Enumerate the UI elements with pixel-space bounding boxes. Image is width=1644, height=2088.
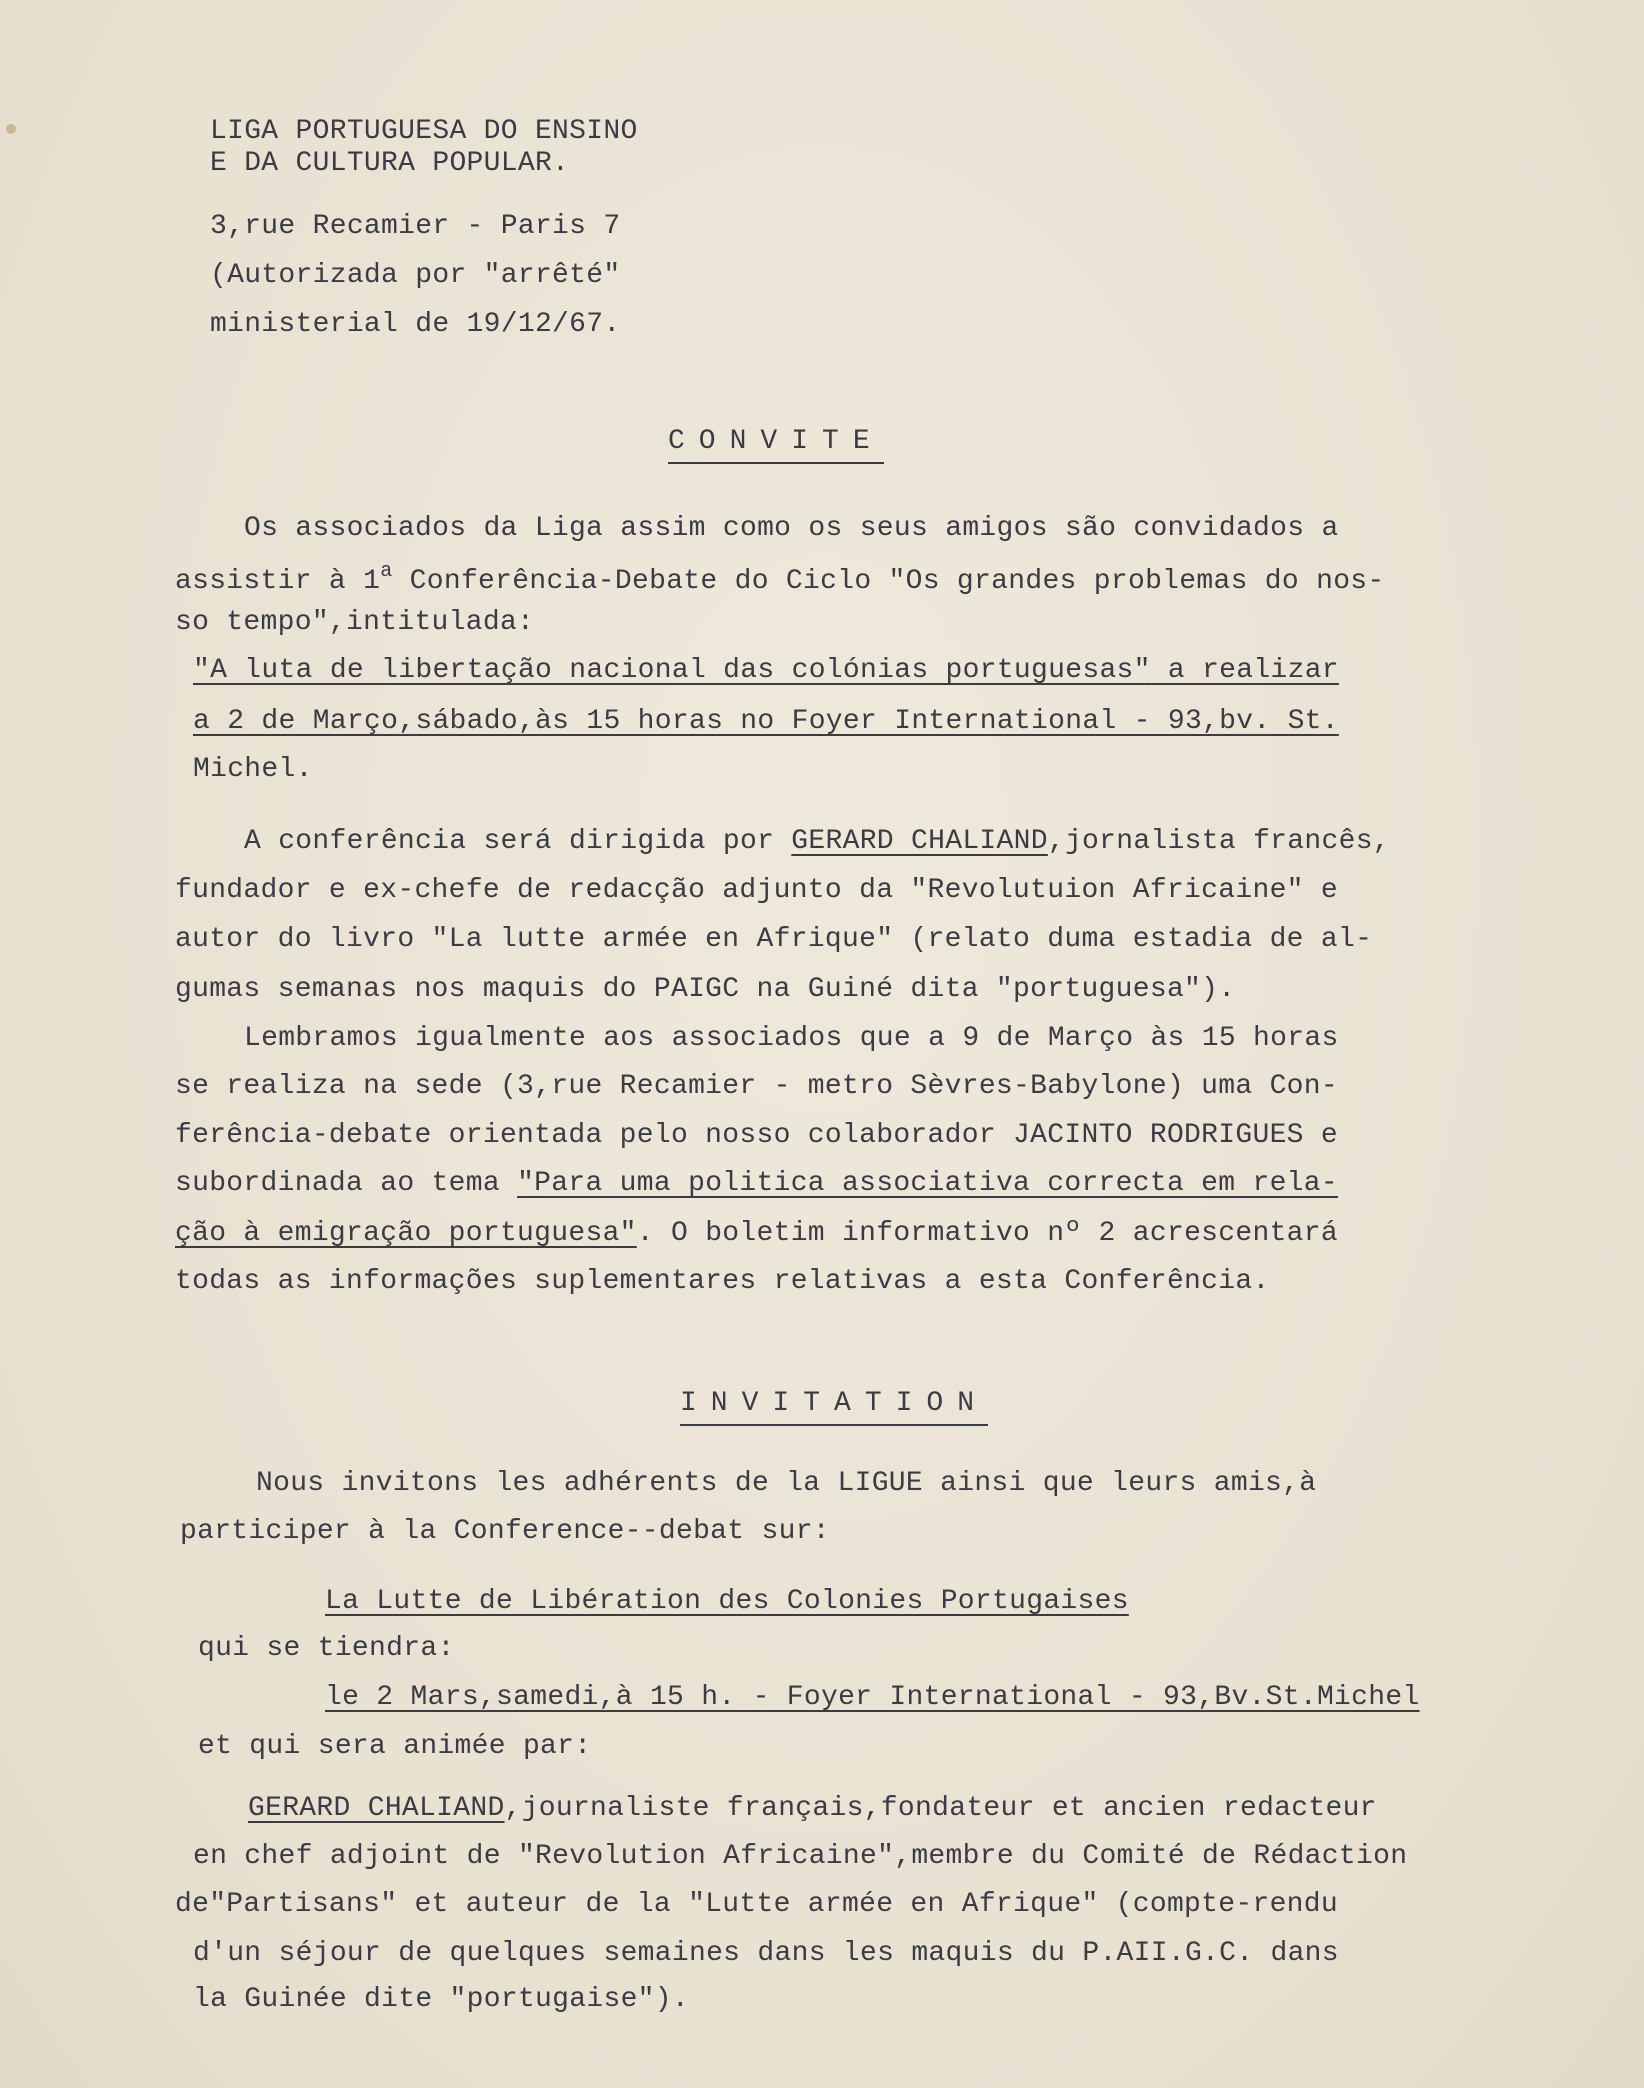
convite-title: CONVITE: [668, 428, 884, 464]
convite-p1-line1: Os associados da Liga assim como os seus amigos são convidados a: [244, 513, 1339, 544]
convite-p1-line4: "A luta de libertação nacional das colónias portuguesas" a realizar: [193, 655, 1339, 686]
org-name-line2: E DA CULTURA POPULAR.: [210, 148, 570, 179]
invitation-p2-line3: de"Partisans" et auteur de la "Lutte armée en Afrique" (compte-rendu: [175, 1889, 1338, 1920]
speaker-name-fr: GERARD CHALIAND: [248, 1793, 505, 1824]
convite-p3-line6: todas as informações suplementares relativas a esta Conferência.: [175, 1266, 1270, 1297]
invitation-when: le 2 Mars,samedi,à 15 h. - Foyer International - 93,Bv.St.Michel: [325, 1682, 1420, 1713]
invitation-p2-line2: en chef adjoint de "Revolution Africaine",membre du Comité de Rédaction: [193, 1841, 1408, 1872]
convite-p3-line1: Lembramos igualmente aos associados que a 9 de Março às 15 horas: [244, 1023, 1339, 1054]
convite-p2-line3: autor do livro "La lutte armée en Afrique" (relato duma estadia de al-: [175, 924, 1373, 955]
convite-p3-line5: ção à emigração portuguesa". O boletim informativo nº 2 acrescentará: [175, 1218, 1338, 1249]
invitation-p2-line4: d'un séjour de quelques semaines dans les maquis du P.AII.G.C. dans: [193, 1938, 1339, 1969]
convite-p2-line1: A conferência será dirigida por GERARD CHALIAND,jornalista francês,: [244, 826, 1390, 857]
org-name-line1: LIGA PORTUGUESA DO ENSINO: [210, 116, 638, 147]
convite-p1-line6: Michel.: [193, 754, 313, 785]
convite-p2-line2: fundador e ex-chefe de redacção adjunto da "Revolutuion Africaine" e: [175, 875, 1338, 906]
convite-p1-line5: a 2 de Março,sábado,às 15 horas no Foyer International - 93,bv. St.: [193, 706, 1339, 737]
convite-p1-line3: so tempo",intitulada:: [175, 607, 535, 638]
invitation-p2-line5: la Guinée dite "portugaise").: [193, 1984, 689, 2015]
invitation-title: INVITATION: [680, 1390, 988, 1426]
invitation-p1-line1: Nous invitons les adhérents de la LIGUE ainsi que leurs amis,à: [256, 1468, 1317, 1499]
convite-p3-line2: se realiza na sede (3,rue Recamier - metro Sèvres-Babylone) uma Con-: [175, 1071, 1338, 1102]
invitation-topic: La Lutte de Libération des Colonies Portugaises: [325, 1586, 1129, 1617]
authorization-line2: ministerial de 19/12/67.: [210, 309, 621, 340]
conference-title: "A luta de libertação nacional das colónias portuguesas": [193, 655, 1151, 686]
convite-p3-line4: subordinada ao tema "Para uma politica associativa correcta em rela-: [175, 1168, 1338, 1199]
paper-stain: [6, 124, 16, 134]
authorization-line1: (Autorizada por "arrêté": [210, 260, 621, 291]
convite-p1-line2: assistir à 1$^a$ Conferência-Debate do Ciclo "Os grandes problemas do nos-: [175, 560, 1385, 597]
convite-p3-line3: ferência-debate orientada pelo nosso colaborador JACINTO RODRIGUES e: [175, 1120, 1338, 1151]
invitation-p1-line4: qui se tiendra:: [198, 1633, 455, 1664]
org-address: 3,rue Recamier - Paris 7: [210, 211, 621, 242]
invitation-p1-line6: et qui sera animée par:: [198, 1731, 592, 1762]
speaker-name: GERARD CHALIAND: [791, 826, 1048, 857]
invitation-p2-line1: GERARD CHALIAND,journaliste français,fondateur et ancien redacteur: [248, 1793, 1377, 1824]
invitation-p1-line2: participer à la Conference--debat sur:: [180, 1516, 830, 1547]
convite-p2-line4: gumas semanas nos maquis do PAIGC na Guiné dita "portuguesa").: [175, 974, 1236, 1005]
